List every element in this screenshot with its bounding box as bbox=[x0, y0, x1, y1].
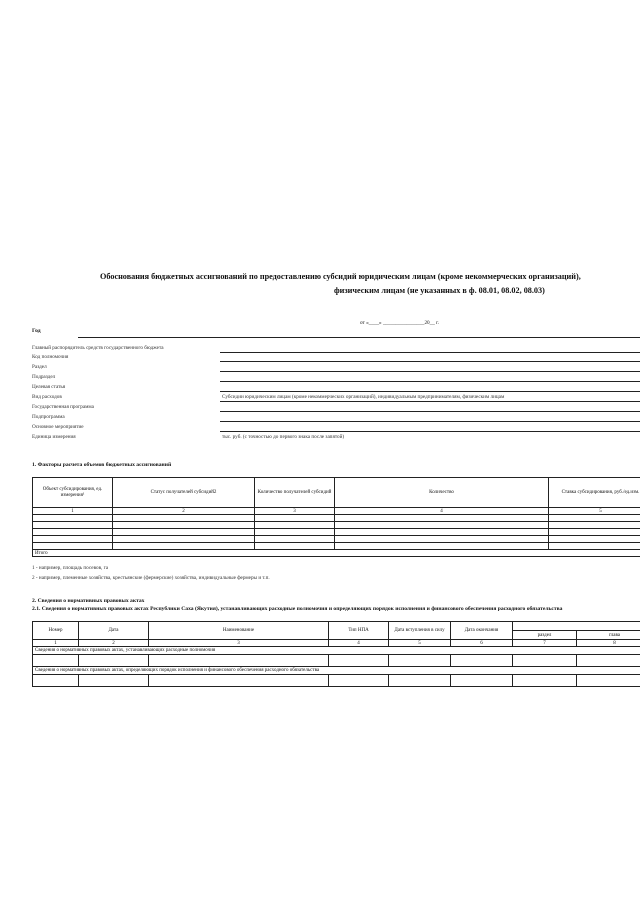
section1-heading: 1. Факторы расчета объемов бюджетных ассигнований bbox=[32, 462, 172, 468]
field-underline bbox=[220, 411, 640, 412]
field-label: Подпрограмма bbox=[32, 414, 65, 420]
table-cell[interactable] bbox=[335, 529, 549, 536]
column-header: Дата окончания bbox=[451, 622, 513, 640]
table-cell[interactable] bbox=[451, 655, 513, 667]
date-line: от «____» ________________20__ г. bbox=[360, 320, 439, 326]
table-cell[interactable] bbox=[113, 515, 255, 522]
column-header: Дата bbox=[79, 622, 149, 640]
npa-table bbox=[32, 621, 640, 687]
table-header-row bbox=[33, 622, 640, 631]
group-row bbox=[33, 667, 640, 675]
field-label: Государственная программа bbox=[32, 404, 94, 410]
table-cell[interactable] bbox=[113, 543, 255, 550]
table-cell[interactable] bbox=[33, 543, 113, 550]
field-label: Код полномочия bbox=[32, 354, 69, 360]
table-cell[interactable] bbox=[113, 536, 255, 543]
table-cell[interactable] bbox=[549, 536, 640, 543]
table-row bbox=[33, 543, 640, 550]
table-cell[interactable] bbox=[149, 655, 329, 667]
column-number-row bbox=[33, 640, 640, 647]
column-number: 3 bbox=[149, 640, 329, 647]
table-row bbox=[33, 536, 640, 543]
field-underline bbox=[220, 421, 640, 422]
field-label: Вид расходов bbox=[32, 394, 62, 400]
table-cell[interactable] bbox=[33, 515, 113, 522]
column-header: раздел bbox=[513, 631, 577, 640]
column-number: 1 bbox=[33, 640, 79, 647]
table-cell[interactable] bbox=[335, 543, 549, 550]
table-cell[interactable] bbox=[149, 675, 329, 687]
field-label: Подраздел bbox=[32, 374, 56, 380]
table-cell[interactable] bbox=[79, 675, 149, 687]
footnote-1: 1 - например, площадь посевов, га bbox=[32, 565, 109, 571]
table-cell[interactable] bbox=[513, 675, 577, 687]
table-cell[interactable] bbox=[549, 522, 640, 529]
table-row bbox=[33, 515, 640, 522]
column-number: 5 bbox=[389, 640, 451, 647]
total-row bbox=[33, 550, 640, 557]
column-header: Тип НПА bbox=[329, 622, 389, 640]
field-underline bbox=[220, 431, 640, 432]
doc-title-line1: Обоснования бюджетных ассигнований по предоставлению субсидий юридическим лицам (кроме некоммерческих организаций), bbox=[100, 272, 581, 281]
column-header: Статус получателей субсидий2 bbox=[113, 478, 255, 508]
table-cell[interactable] bbox=[389, 655, 451, 667]
field-underline bbox=[220, 381, 640, 382]
column-number: 2 bbox=[79, 640, 149, 647]
table-cell[interactable] bbox=[79, 655, 149, 667]
year-underline bbox=[78, 337, 640, 338]
column-number: 2 bbox=[113, 508, 255, 515]
field-underline bbox=[220, 361, 640, 362]
table-cell[interactable] bbox=[577, 655, 640, 667]
field-underline bbox=[220, 352, 640, 353]
column-header: глава bbox=[577, 631, 640, 640]
column-number: 1 bbox=[33, 508, 113, 515]
column-number: 4 bbox=[335, 508, 549, 515]
field-underline bbox=[220, 391, 640, 392]
column-header: Наименование bbox=[149, 622, 329, 640]
column-number: 3 bbox=[255, 508, 335, 515]
table-cell[interactable] bbox=[255, 536, 335, 543]
table-cell[interactable] bbox=[33, 522, 113, 529]
column-number: 5 bbox=[549, 508, 640, 515]
field-label: Целевая статья bbox=[32, 384, 66, 390]
table-cell[interactable] bbox=[33, 536, 113, 543]
table-cell[interactable] bbox=[549, 515, 640, 522]
column-header: Количество получателей субсидий bbox=[255, 478, 335, 508]
field-label: Единица измерения bbox=[32, 434, 76, 440]
column-header: Номер bbox=[33, 622, 79, 640]
column-number: 8 bbox=[577, 640, 640, 647]
column-number-row bbox=[33, 508, 640, 515]
table-cell[interactable] bbox=[33, 529, 113, 536]
table-row bbox=[33, 529, 640, 536]
table-cell[interactable] bbox=[255, 522, 335, 529]
column-number: 4 bbox=[329, 640, 389, 647]
table-cell[interactable] bbox=[335, 522, 549, 529]
column-number: 6 bbox=[451, 640, 513, 647]
section2-subheading: 2.1. Сведения о нормативных правовых актах Республики Саха (Якутия), устанавливающих расходные полномочия и определяющих порядок исполнения и финансового обеспечения расходного обязательства bbox=[32, 606, 563, 612]
column-number: 7 bbox=[513, 640, 577, 647]
table-cell[interactable] bbox=[335, 536, 549, 543]
table-cell[interactable] bbox=[389, 675, 451, 687]
table-cell[interactable] bbox=[329, 675, 389, 687]
table-cell[interactable] bbox=[549, 543, 640, 550]
table-cell[interactable] bbox=[335, 515, 549, 522]
table-cell[interactable] bbox=[255, 515, 335, 522]
table-row bbox=[33, 655, 640, 667]
footnote-2: 2 - например, племенные хозяйства, крестьянские (фермерские) хозяйства, индивидуальные фермеры и т.п. bbox=[32, 575, 270, 581]
table-cell[interactable] bbox=[33, 655, 79, 667]
column-header-group bbox=[513, 622, 640, 631]
factors-table bbox=[32, 477, 640, 557]
group-label: Сведения о нормативных правовых актах, определяющих порядок исполнения и финансового обеспечения расходного обязательства bbox=[33, 667, 640, 675]
field-label: Раздел bbox=[32, 364, 47, 370]
field-value: тыс. руб. (с точностью до первого знака после запятой) bbox=[222, 434, 345, 440]
field-underline bbox=[220, 371, 640, 372]
table-row bbox=[33, 522, 640, 529]
table-cell[interactable] bbox=[513, 655, 577, 667]
table-cell[interactable] bbox=[33, 675, 79, 687]
column-header: Количество bbox=[335, 478, 549, 508]
table-cell[interactable] bbox=[255, 543, 335, 550]
section2-heading: 2. Сведения о нормативных правовых актах bbox=[32, 598, 145, 604]
group-row bbox=[33, 647, 640, 655]
total-label: Итого bbox=[33, 550, 640, 557]
field-value: Субсидии юридическим лицам (кроме некоммерческих организаций), индивидуальным предпринимателям, физическим лицам bbox=[222, 394, 505, 400]
table-row bbox=[33, 675, 640, 687]
table-cell[interactable] bbox=[113, 522, 255, 529]
table-cell[interactable] bbox=[549, 529, 640, 536]
column-header: Объект субсидирования, ед. измерения¹ bbox=[33, 478, 113, 508]
table-cell[interactable] bbox=[113, 529, 255, 536]
field-underline bbox=[220, 401, 640, 402]
table-cell[interactable] bbox=[451, 675, 513, 687]
field-label: Основное мероприятие bbox=[32, 424, 84, 430]
table-cell[interactable] bbox=[577, 675, 640, 687]
column-header: Дата вступления в силу bbox=[389, 622, 451, 640]
year-label: Год bbox=[32, 328, 41, 334]
field-label: Главный распорядитель средств государственного бюджета bbox=[32, 345, 164, 351]
doc-title-line2: физическим лицам (не указанных в ф. 08.01, 08.02, 08.03) bbox=[334, 286, 545, 295]
group-label: Сведения о нормативных правовых актах, устанавливающих расходные полномочия bbox=[33, 647, 640, 655]
table-cell[interactable] bbox=[329, 655, 389, 667]
table-header-row bbox=[33, 478, 640, 508]
column-header: Ставка субсидирования, руб./ед.изм. bbox=[549, 478, 640, 508]
table-cell[interactable] bbox=[255, 529, 335, 536]
